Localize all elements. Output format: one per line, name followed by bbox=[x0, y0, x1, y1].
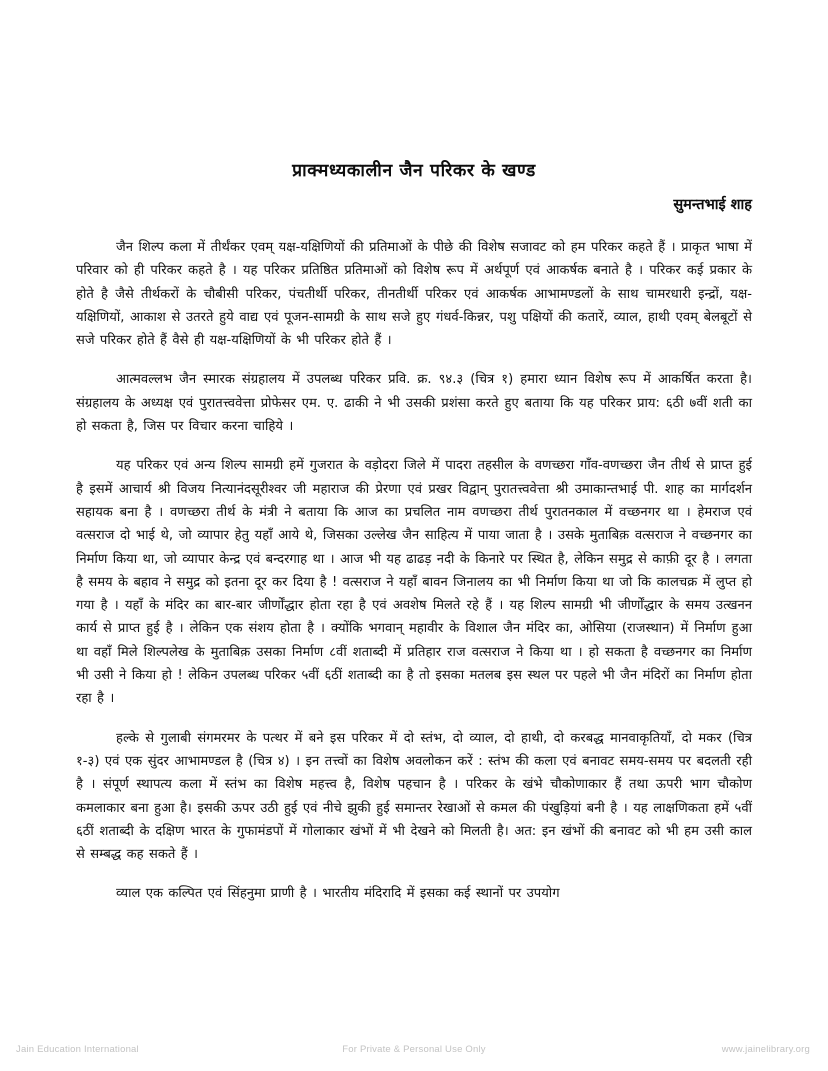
author-byline: सुमन्तभाई शाह bbox=[673, 197, 752, 213]
footer-website: www.jainelibrary.org bbox=[721, 1044, 810, 1055]
footer-organization: Jain Education International bbox=[16, 1044, 139, 1055]
paragraph: व्याल एक कल्पित एवं सिंहनुमा प्राणी है । भारतीय मंदिरादि में इसका कई स्थानों पर उपयोग bbox=[116, 886, 560, 902]
paragraph: जैन शिल्प कला में तीर्थंकर एवम् यक्ष-यक्षिणियों की प्रतिमाओं के पीछे की विशेष सजावट को हम परिकर कहते हैं । प्राकृत भाषा में परिवार को ही परिकर कहते है । यह परिकर प्रतिष्ठित प्रतिमाओं को विशेष रूप में अर्थपूर्ण एवं आकर्षक बनाते है । परिकर कई प्रकार के होते है जैसे तीर्थकरों के चौबीसी परिकर, पंचतीर्थी परिकर, तीनतीर्थी परिकर एवं आकर्षक आभामण्डलों के साथ चामरधारी इन्द्रों, यक्ष-यक्षिणियों, आकाश से उतरते हुये वाद्य एवं पूजन-सामग्री के साथ सजे हुए गंधर्व-किन्नर, पशु पक्षियों की कतारें, व्याल, हाथी एवम् बेलबूटों से सजे परिकर होते हैं वैसे ही यक्ष-यक्षिणियों के भी परिकर होते हैं । bbox=[76, 240, 752, 349]
footer-usage-notice: For Private & Personal Use Only bbox=[342, 1044, 486, 1055]
page-title: प्राक्मध्यकालीन जैन परिकर के खण्ड bbox=[292, 160, 536, 181]
paragraph: हल्के से गुलाबी संगमरमर के पत्थर में बने इस परिकर में दो स्तंभ, दो व्याल, दो हाथी, दो करबद्ध मानवाकृतियाँ, दो मकर (चित्र १-३) एवं एक सुंदर आभामण्डल है (चित्र ४) । इन तत्त्वों का विशेष अवलोकन करें : स्तंभ की कला एवं बनावट समय-समय पर बदलती रही है । संपूर्ण स्थापत्य कला में स्तंभ का विशेष महत्त्व है, विशेष पहचान है । परिकर के खंभे चौकोणाकार हैं तथा ऊपरी भाग चौकोण कमलाकार बना हुआ है। इसकी ऊपर उठी हुई एवं नीचे झुकी हुई समान्तर रेखाओं से कमल की पंखुड़ियां बनी है । यह लाक्षणिकता हमें ५वीं ६ठीं शताब्दी के दक्षिण भारत के गुफामंडपों में गोलाकार खंभों में भी देखने को मिलती है। अत: इन खंभों की बनावट को भी हम उसी काल से सम्बद्ध कह सकते हैं । bbox=[76, 730, 752, 863]
page-footer bbox=[0, 1044, 828, 1064]
paragraph: आत्मवल्लभ जैन स्मारक संग्रहालय में उपलब्ध परिकर प्रवि. क्र. ९४.३ (चित्र १) हमारा ध्यान विशेष रूप में आकर्षित करता है। संग्रहालय के अध्यक्ष एवं पुरातत्त्ववेत्ता प्रोफेसर एम. ए. ढाकी ने भी उसकी प्रशंसा करते हुए बताया कि यह परिकर प्राय: ६ठी ७वीं शती का हो सकता है, जिस पर विचार करना चाहिये । bbox=[76, 372, 752, 435]
paragraph: यह परिकर एवं अन्य शिल्प सामग्री हमें गुजरात के वड़ोदरा जिले में पादरा तहसील के वणच्छरा गाँव-वणच्छरा जैन तीर्थ से प्राप्त हुई है इसमें आचार्य श्री विजय नित्यानंदसूरीश्वर जी महाराज की प्रेरणा एवं प्रखर विद्वान् पुरातत्त्ववेत्ता श्री उमाकान्तभाई पी. शाह का मार्गदर्शन सहायक बना है । वणच्छरा तीर्थ के मंत्री ने बताया कि आज का प्रचलित नाम वणच्छरा तीर्थ पुरातनकाल में वच्छनगर था । हेमराज एवं वत्सराज दो भाई थे, जो व्यापार हेतु यहाँ आये थे, जिसका उल्लेख जैन साहित्य में पाया जाता है । उसके मुताबिक़ वत्सराज ने वच्छनगर का निर्माण किया था, जो व्यापार केन्द्र एवं बन्दरगाह था । आज भी यह ढाढड़ नदी के किनारे पर स्थित है, लेकिन समुद्र से काफ़ी दूर है । लगता है समय के बहाव ने समुद्र को इतना दूर कर दिया है ! वत्सराज ने यहाँ बावन जिनालय का भी निर्माण किया था जो कि कालचक्र में लुप्त हो गया है । यहाँ के मंदिर का बार-बार जीर्णोंद्धार होता रहा है एवं अवशेष मिलते रहे हैं । यह शिल्प सामग्री भी जीर्णोंद्धार के समय उत्खनन कार्य से प्राप्त हुई है । लेकिन एक संशय होता है । क्योंकि भगवान् महावीर के विशाल जैन मंदिर का, ओसिया (राजस्थान) में निर्माण हुआ था वहाँ मिले शिल्पलेख के मुताबिक़ उसका निर्माण ८वीं शताब्दी में प्रतिहार राज वत्सराज ने किया था । हो सकता है वच्छनगर का निर्माण भी उसी ने किया हो ! लेकिन उपलब्ध परिकर ५वीं ६ठीं शताब्दी का है तो इसका मतलब इस स्थल पर पहले भी जैन मंदिरों का निर्माण होता रहा है । bbox=[76, 458, 752, 707]
body-text bbox=[76, 236, 752, 906]
